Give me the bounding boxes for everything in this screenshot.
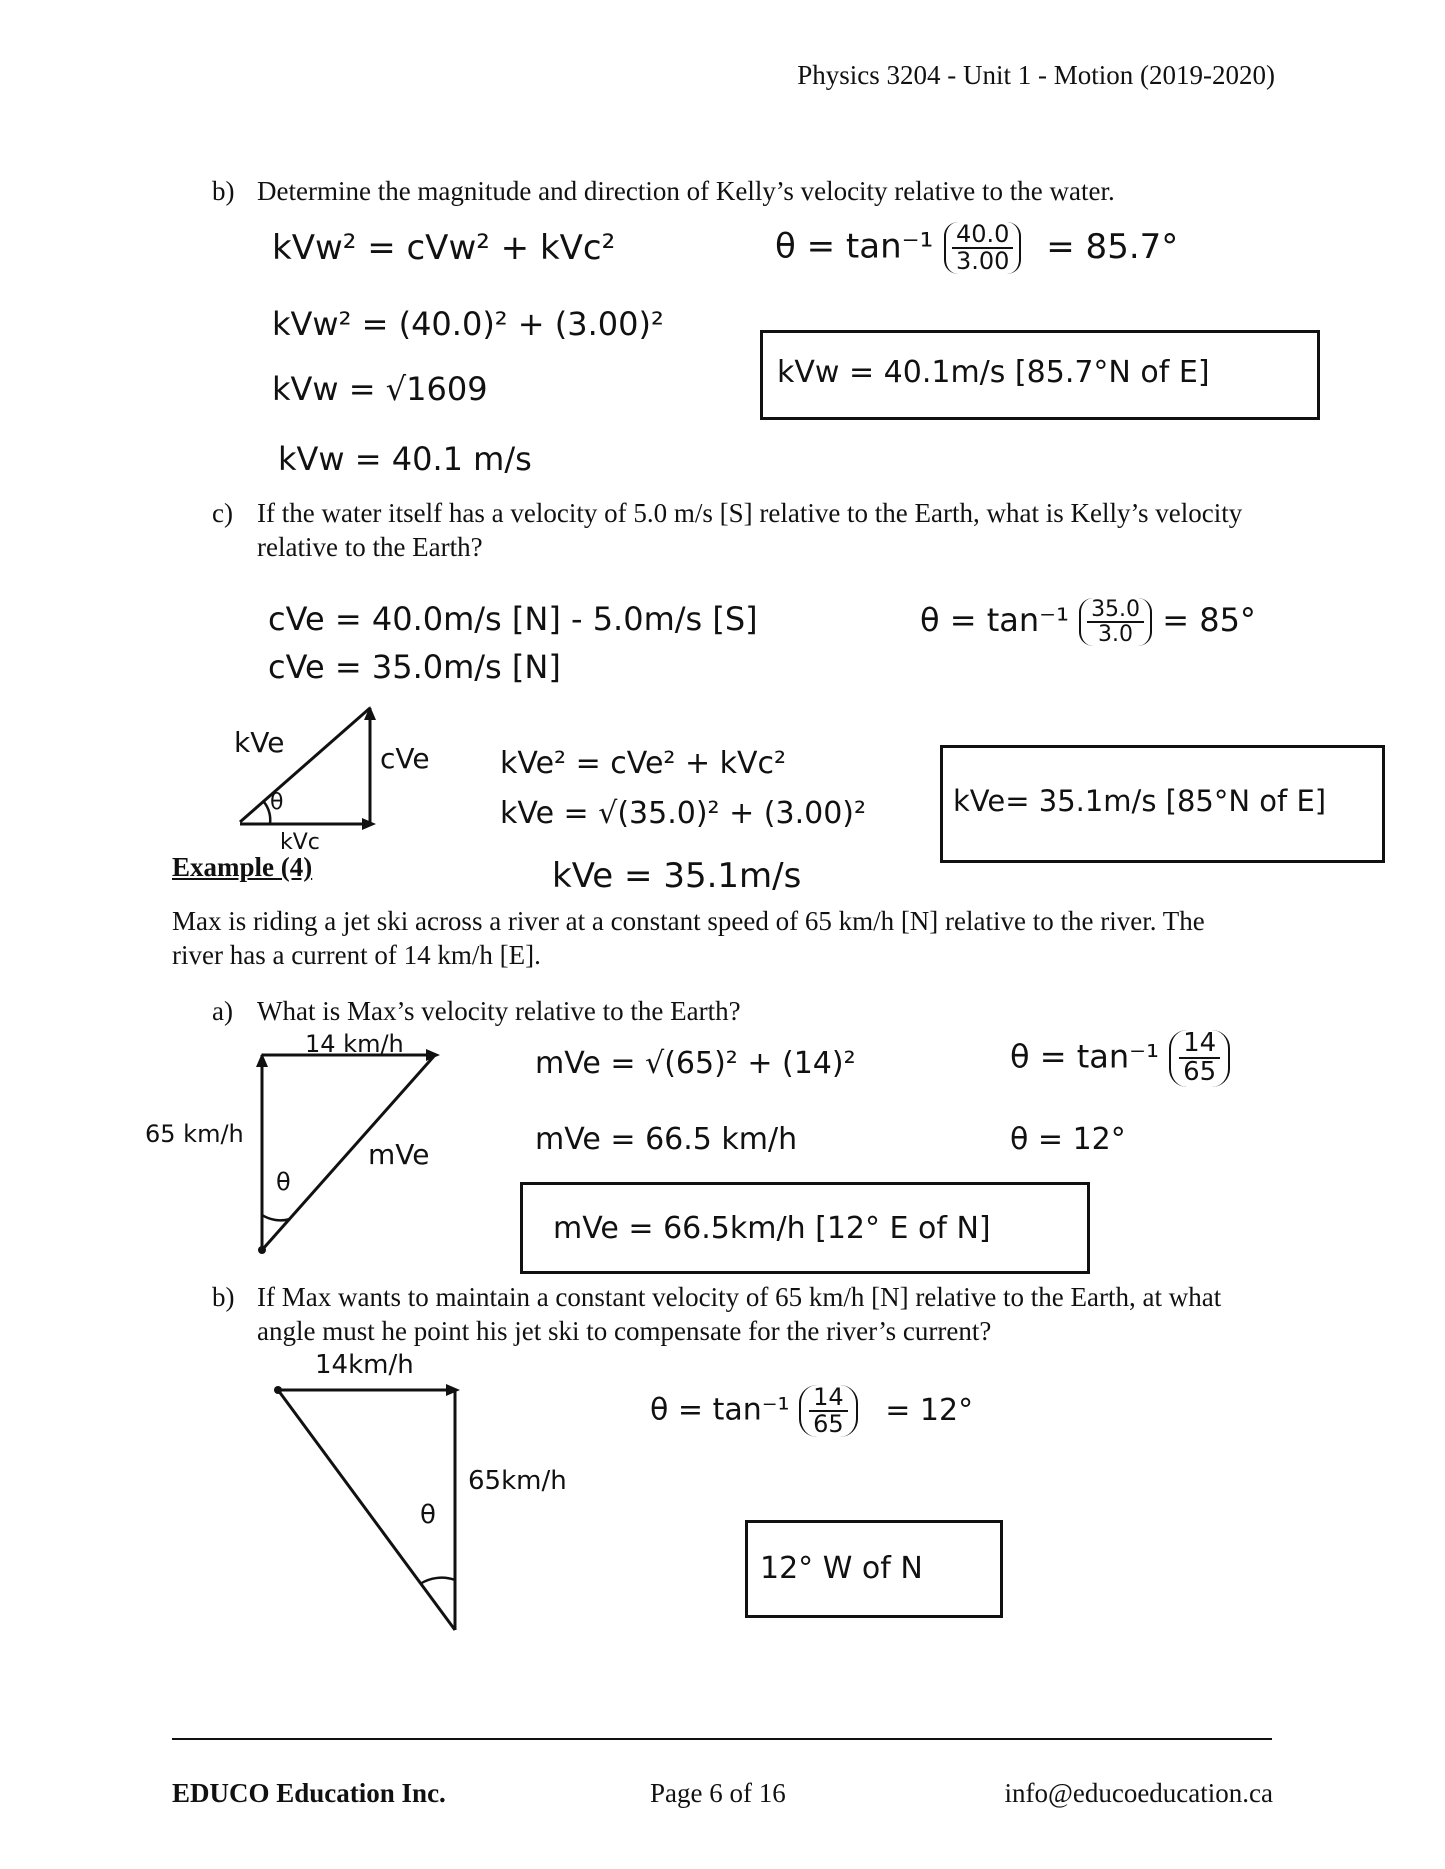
part-c-label: c) xyxy=(212,498,233,528)
theta-lhs: θ = tan⁻¹ xyxy=(775,226,934,267)
diagram-label-left: 65 km/h xyxy=(145,1120,244,1148)
part-b-work-line4: kVw = 40.1 m/s xyxy=(278,440,532,478)
diagram-label-hyp: kVe xyxy=(234,726,285,759)
part-c-work-line1: cVe = 40.0m/s [N] - 5.0m/s [S] xyxy=(268,600,758,638)
diagram-label-base: kVc xyxy=(280,830,320,855)
example4-a-answer: mVe = 66.5km/h [12° E of N] xyxy=(553,1211,991,1246)
theta-denominator: 3.00 xyxy=(956,247,1010,276)
footer-company: EDUCO Education Inc. xyxy=(172,1778,446,1808)
part-c-eq1: kVe² = cVe² + kVc² xyxy=(500,746,787,781)
theta-lhs: θ = tan⁻¹ xyxy=(650,1392,790,1428)
diagram-label-right: 65km/h xyxy=(468,1466,567,1496)
diagram-label-angle: θ xyxy=(276,1168,291,1196)
example4-a-question: What is Max’s velocity relative to the Earth? xyxy=(257,996,741,1026)
theta-rhs: = 85° xyxy=(1162,601,1256,640)
part-b-work-line1: kVw² = cVw² + kVc² xyxy=(272,228,616,268)
part-c-vector-diagram xyxy=(230,700,390,840)
example4-text-line1: Max is riding a jet ski across a river at a constant speed of 65 km/h [N] relative to the river. The xyxy=(172,906,1205,936)
theta-rhs: = 85.7° xyxy=(1046,226,1179,267)
page-header-title: Physics 3204 - Unit 1 - Motion (2019-2020) xyxy=(797,60,1275,90)
example4-b-label: b) xyxy=(212,1282,235,1312)
part-c-work-line2: cVe = 35.0m/s [N] xyxy=(268,648,561,686)
diagram-label-angle: θ xyxy=(420,1500,436,1530)
example4-a-theta-equation xyxy=(1010,1030,1230,1087)
theta-numerator: 35.0 xyxy=(1087,598,1144,623)
diagram-label-top: 14 km/h xyxy=(305,1030,404,1058)
theta-lhs: θ = tan⁻¹ xyxy=(1010,1037,1159,1076)
footer-divider xyxy=(172,1738,1272,1740)
part-c-eq2: kVe = √(35.0)² + (3.00)² xyxy=(500,796,867,831)
theta-denominator: 65 xyxy=(813,1410,844,1439)
theta-numerator: 14 xyxy=(809,1385,848,1412)
theta-numerator: 14 xyxy=(1179,1030,1220,1059)
example4-a-eq2: mVe = 66.5 km/h xyxy=(535,1122,798,1157)
example4-title: Example (4) xyxy=(172,852,313,882)
example4-b-theta-equation xyxy=(650,1385,973,1437)
part-b-question: Determine the magnitude and direction of Kelly’s velocity relative to the water. xyxy=(257,176,1115,206)
example4-b-answer: 12° W of N xyxy=(760,1551,923,1586)
part-b-theta-equation xyxy=(775,222,1178,274)
example4-b-question-line2: angle must he point his jet ski to compensate for the river’s current? xyxy=(257,1316,992,1346)
part-b-answer-box xyxy=(760,330,1320,420)
diagram-label-angle: θ xyxy=(270,790,284,815)
part-b-answer: kVw = 40.1m/s [85.7°N of E] xyxy=(777,355,1210,390)
theta-denominator: 3.0 xyxy=(1098,622,1134,648)
example4-a-label: a) xyxy=(212,996,233,1026)
theta-denominator: 65 xyxy=(1183,1057,1217,1088)
part-c-theta-equation xyxy=(920,598,1256,646)
diagram-label-side: cVe xyxy=(380,742,430,775)
example4-a-theta2: θ = 12° xyxy=(1010,1122,1126,1157)
theta-rhs: = 12° xyxy=(885,1392,974,1428)
diagram-label-top: 14km/h xyxy=(315,1350,414,1380)
part-c-question-line1: If the water itself has a velocity of 5.0 m/s [S] relative to the Earth, what is Kelly’s velocity xyxy=(257,498,1243,528)
example4-text-line2: river has a current of 14 km/h [E]. xyxy=(172,940,541,970)
diagram-label-hyp: mVe xyxy=(368,1138,430,1171)
part-b-work-line2: kVw² = (40.0)² + (3.00)² xyxy=(272,305,664,343)
footer-page-number: Page 6 of 16 xyxy=(650,1778,786,1808)
footer-email: info@educoeducation.ca xyxy=(1004,1778,1273,1808)
part-c-eq3: kVe = 35.1m/s xyxy=(552,856,802,896)
part-c-answer-box xyxy=(940,745,1385,863)
part-c-question-line2: relative to the Earth? xyxy=(257,532,483,562)
part-c-answer: kVe= 35.1m/s [85°N of E] xyxy=(953,784,1327,818)
part-b-label: b) xyxy=(212,176,235,206)
example4-b-vector-diagram xyxy=(270,1380,470,1640)
theta-numerator: 40.0 xyxy=(952,222,1013,249)
example4-a-answer-box xyxy=(520,1182,1090,1274)
example4-b-answer-box xyxy=(745,1520,1003,1618)
theta-lhs: θ = tan⁻¹ xyxy=(920,601,1069,640)
example4-b-question-line1: If Max wants to maintain a constant velocity of 65 km/h [N] relative to the Earth, at what xyxy=(257,1282,1222,1312)
example4-a-eq1: mVe = √(65)² + (14)² xyxy=(535,1046,856,1081)
part-b-work-line3: kVw = √1609 xyxy=(272,370,488,408)
